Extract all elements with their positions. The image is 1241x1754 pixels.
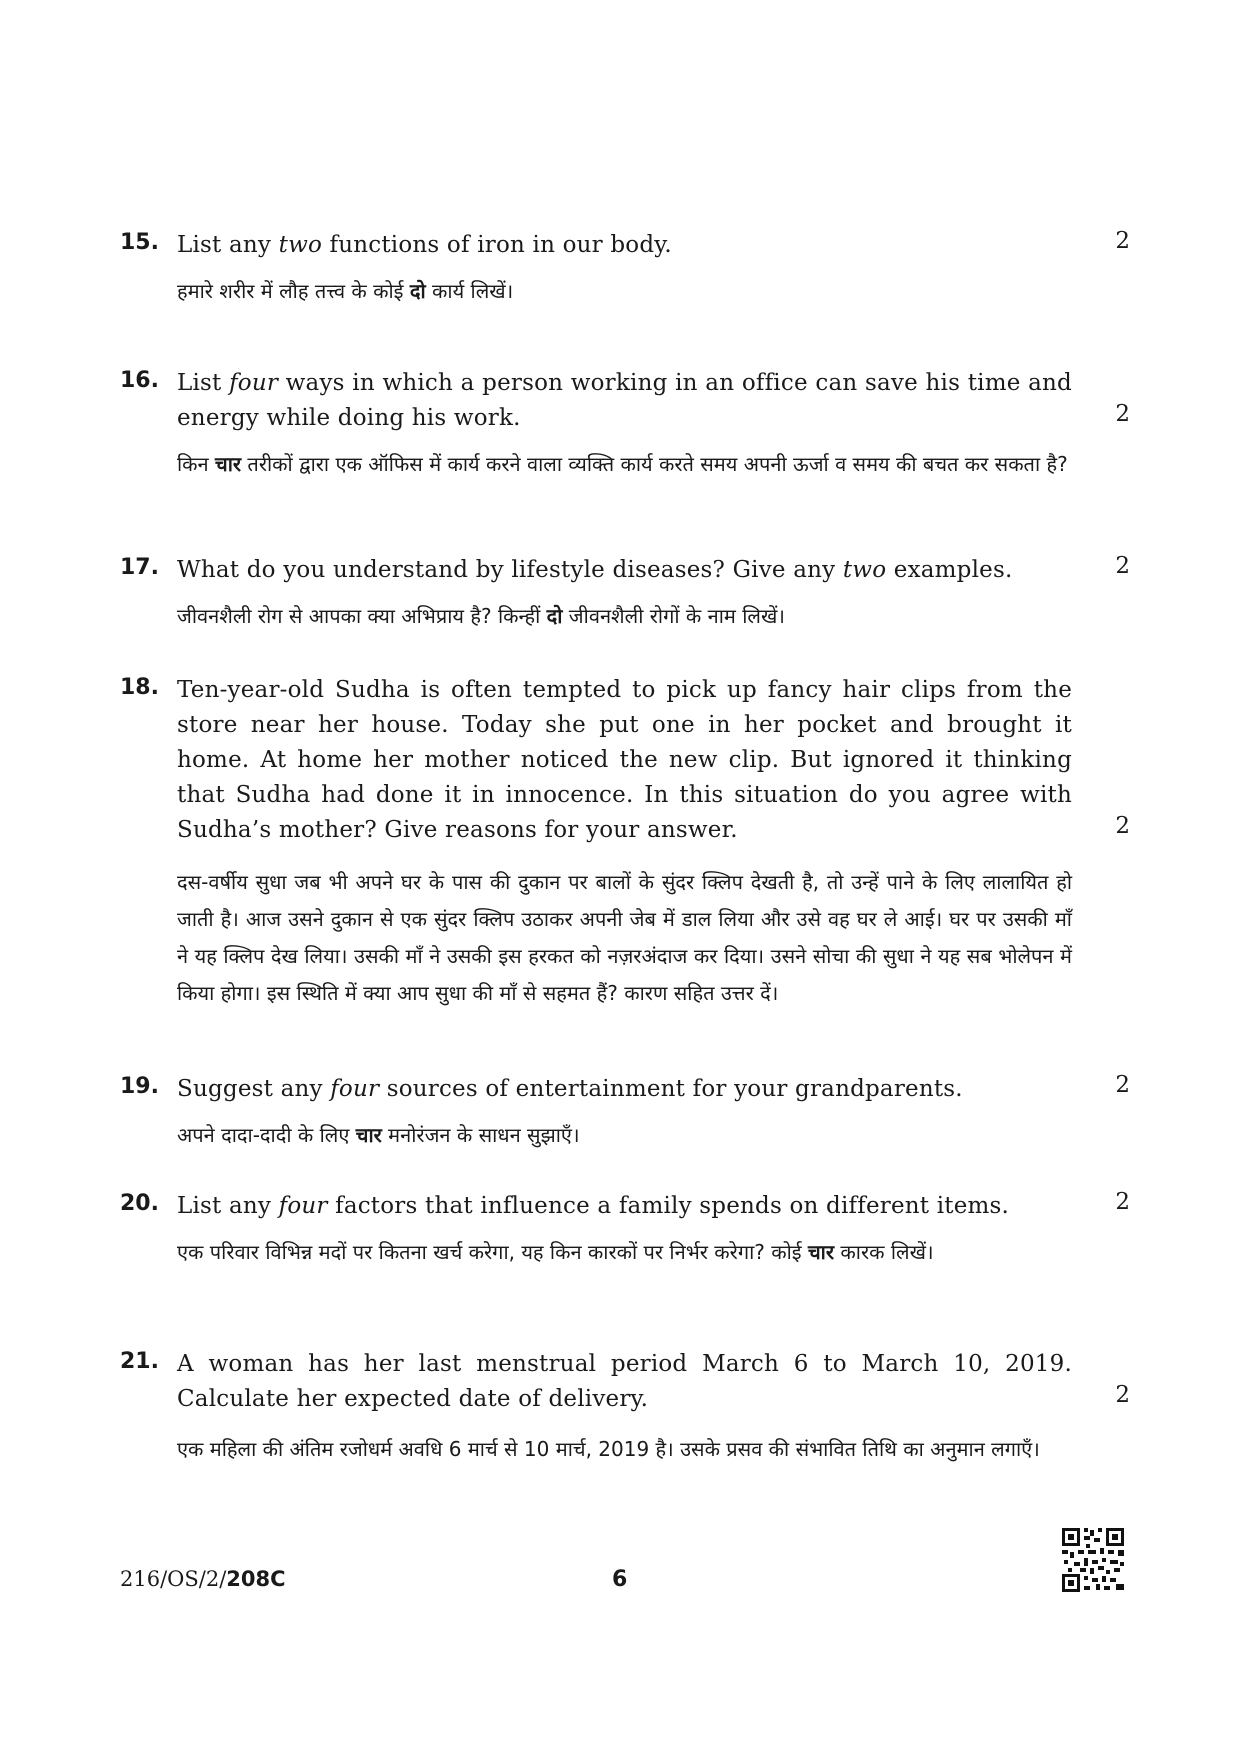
- question-20: [120, 1189, 1130, 1271]
- question-text-en: List any four factors that influence a family spends on different items.: [177, 1193, 1010, 1219]
- question-text-hi: एक महिला की अंतिम रजोधर्म अवधि 6 मार्च से 10 मार्च, 2019 है। उसके प्रसव की संभावित तिथि का अनुमान लगाएँ।: [177, 1437, 1040, 1461]
- marks: 2: [1115, 813, 1130, 839]
- question-text-en: Suggest any four sources of entertainment for your grandparents.: [177, 1076, 963, 1102]
- marks: 2: [1115, 1072, 1130, 1098]
- question-18: [120, 673, 1130, 1012]
- question-19: [120, 1072, 1130, 1154]
- question-number: 19.: [120, 1074, 159, 1099]
- question-number: 15.: [120, 230, 159, 255]
- question-text-hi: दस-वर्षीय सुधा जब भी अपने घर के पास की दुकान पर बालों के सुंदर क्लिप देखती है, तो उन्हें पाने के लिए लालायित हो जाती है। आज उसने दुकान से एक सुंदर क्लिप उठाकर अपनी जेब में डाल लिया और उसे वह घर ले आई। घर पर उसकी माँ ने यह क्लिप देख लिया। उसकी माँ ने उसकी इस हरकत को नज़रअंदाज कर दिया। उसने सोचा की सुधा ने यह सब भोलेपन में किया होगा। इस स्थिति में क्या आप सुधा की माँ से सहमत हैं? कारण सहित उत्तर दें।: [177, 870, 1072, 1005]
- marks: 2: [1115, 1382, 1130, 1408]
- page-number: 6: [612, 1567, 628, 1592]
- marks: 2: [1115, 228, 1130, 254]
- question-17: [120, 553, 1130, 635]
- question-text-hi: अपने दादा-दादी के लिए चार मनोरंजन के साधन सुझाएँ।: [177, 1123, 580, 1147]
- marks: 2: [1115, 401, 1130, 427]
- marks: 2: [1115, 553, 1130, 579]
- question-21: [120, 1347, 1130, 1468]
- question-15: [120, 228, 1130, 310]
- question-number: 21.: [120, 1349, 159, 1374]
- paper-code: 216/OS/2/208C: [120, 1567, 286, 1591]
- question-number: 20.: [120, 1191, 159, 1216]
- qr-code-icon: [1062, 1528, 1124, 1592]
- question-text-en: List any two functions of iron in our body.: [177, 232, 672, 258]
- question-number: 17.: [120, 555, 159, 580]
- question-number: 16.: [120, 368, 159, 393]
- question-text-hi: किन चार तरीकों द्वारा एक ऑफिस में कार्य करने वाला व्यक्ति कार्य करते समय अपनी ऊर्जा व समय की बचत कर सकता है?: [177, 452, 1068, 476]
- question-text-hi: एक परिवार विभिन्न मदों पर कितना खर्च करेगा, यह किन कारकों पर निर्भर करेगा? कोई चार कारक लिखें।: [177, 1240, 934, 1264]
- question-text-hi: हमारे शरीर में लौह तत्त्व के कोई दो कार्य लिखें।: [177, 279, 514, 303]
- question-text-hi: जीवनशैली रोग से आपका क्या अभिप्राय है? किन्हीं दो जीवनशैली रोगों के नाम लिखें।: [177, 604, 785, 628]
- question-text-en: List four ways in which a person working in an office can save his time and energy while doing his work.: [177, 370, 1072, 431]
- question-text-en: A woman has her last menstrual period March 6 to March 10, 2019. Calculate her expected date of delivery.: [177, 1351, 1072, 1412]
- question-text-en: What do you understand by lifestyle diseases? Give any two examples.: [177, 557, 1013, 583]
- question-text-en: Ten-year-old Sudha is often tempted to pick up fancy hair clips from the store near her house. Today she put one in her pocket and brought it home. At home her mother noticed the new clip. But ignored it thinking that Sudha had done it in innocence. In this situation do you agree with Sudha’s mother? Give reasons for your answer.: [177, 677, 1072, 843]
- question-16: [120, 366, 1130, 483]
- question-number: 18.: [120, 675, 159, 700]
- marks: 2: [1115, 1189, 1130, 1215]
